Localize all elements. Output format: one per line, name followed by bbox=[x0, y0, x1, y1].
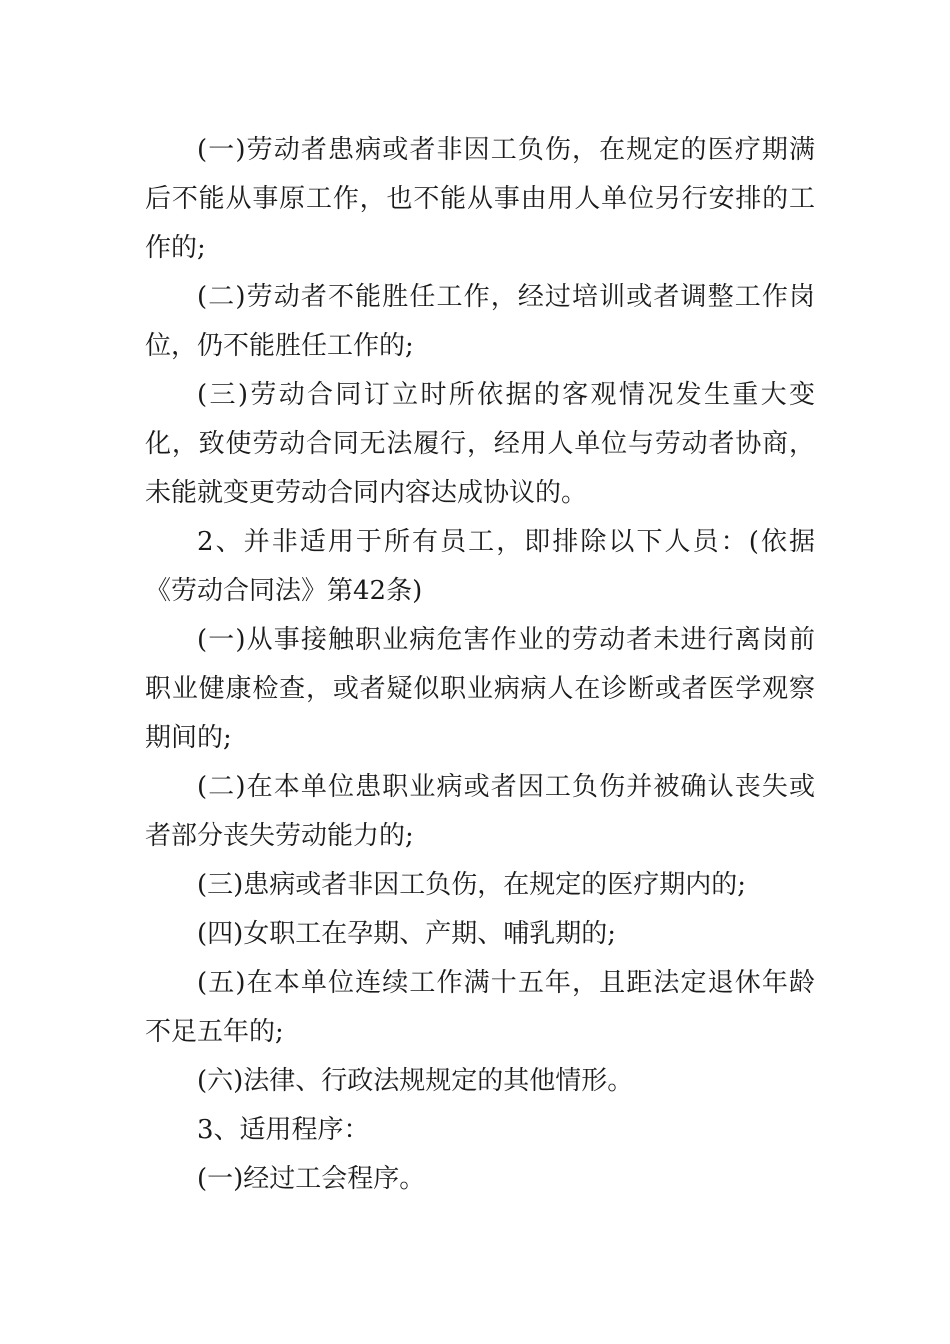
paragraph-5: (一)从事接触职业病危害作业的劳动者未进行离岗前职业健康检查，或者疑似职业病病人在诊断或者医学观察期间的; bbox=[145, 625, 815, 753]
paragraph-8: (四)女职工在孕期、产期、哺乳期的; bbox=[197, 919, 617, 949]
paragraph-6: (二)在本单位患职业病或者因工负伤并被确认丧失或者部分丧失劳动能力的; bbox=[145, 772, 815, 851]
document-body bbox=[145, 126, 815, 1204]
paragraph-4: 2、并非适用于所有员工，即排除以下人员：(依据《劳动合同法》第42条) bbox=[145, 527, 815, 606]
paragraph-2: (二)劳动者不能胜任工作，经过培训或者调整工作岗位，仍不能胜任工作的; bbox=[145, 282, 815, 361]
paragraph-11: 3、适用程序： bbox=[197, 1115, 370, 1145]
paragraph-7: (三)患病或者非因工负伤，在规定的医疗期内的; bbox=[197, 870, 747, 900]
paragraph-9: (五)在本单位连续工作满十五年，且距法定退休年龄不足五年的; bbox=[145, 968, 815, 1047]
paragraph-3: (三)劳动合同订立时所依据的客观情况发生重大变化，致使劳动合同无法履行，经用人单位与劳动者协商，未能就变更劳动合同内容达成协议的。 bbox=[145, 380, 815, 508]
paragraph-1: (一)劳动者患病或者非因工负伤，在规定的医疗期满后不能从事原工作，也不能从事由用人单位另行安排的工作的; bbox=[145, 135, 815, 263]
paragraph-12: (一)经过工会程序。 bbox=[197, 1164, 426, 1194]
paragraph-10: (六)法律、行政法规规定的其他情形。 bbox=[197, 1066, 634, 1096]
